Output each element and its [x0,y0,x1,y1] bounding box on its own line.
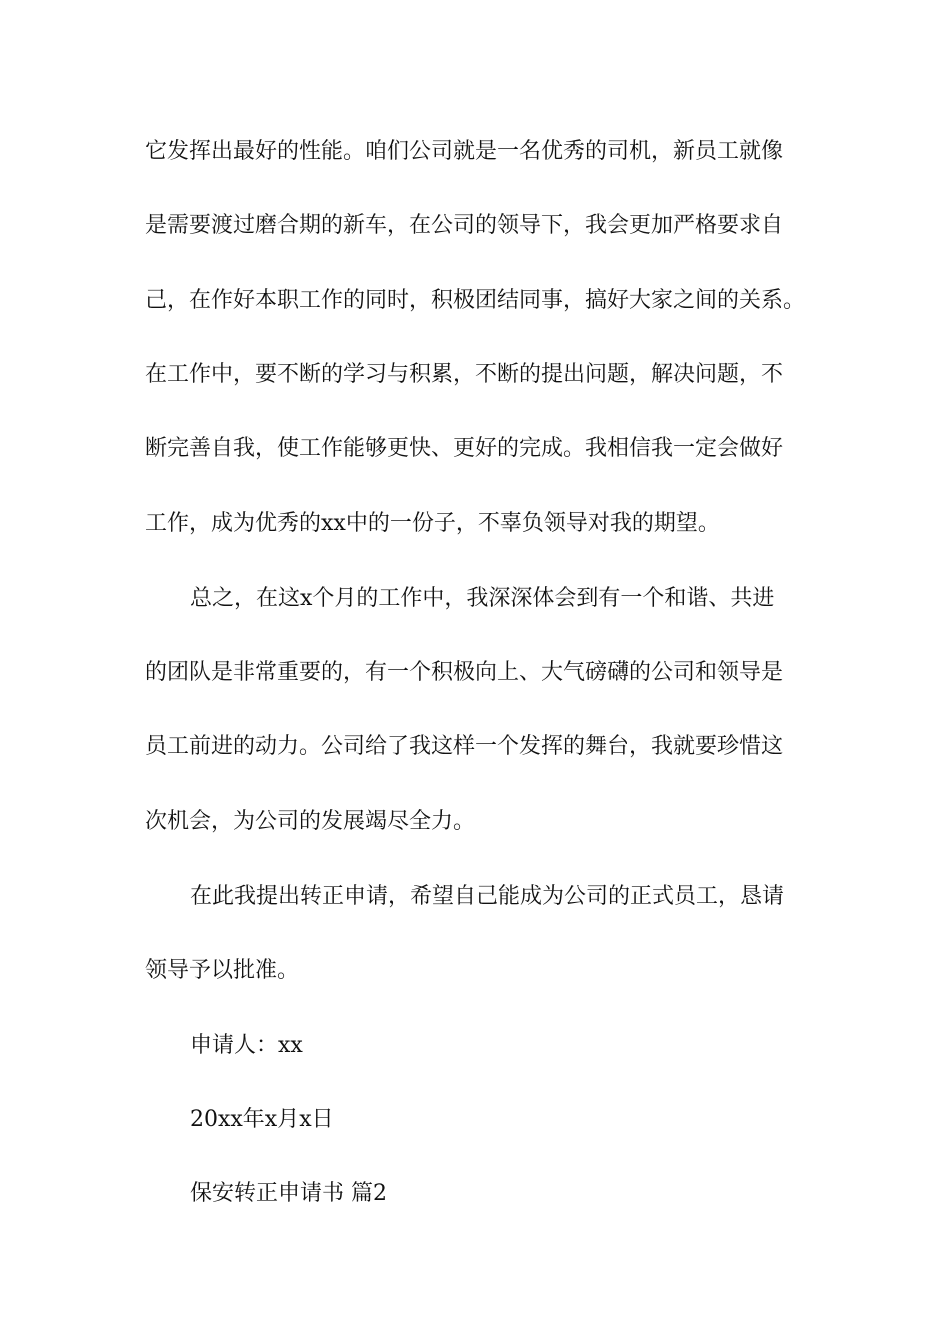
paragraph-line-6: 工作，成为优秀的xx中的一份子，不辜负领导对我的期望。 [145,511,720,536]
paragraph-line-4: 在工作中，要不断的学习与积累，不断的提出问题，解决问题，不 [145,362,784,387]
paragraph-line-10: 次机会，为公司的发展竭尽全力。 [145,809,476,834]
paragraph-line-8: 的团队是非常重要的，有一个积极向上、大气磅礴的公司和领导是 [145,660,784,685]
paragraph-line-9: 员工前进的动力。公司给了我这样一个发挥的舞台，我就要珍惜这 [145,734,784,759]
section-heading: 保安转正申请书 篇2 [190,1181,387,1206]
paragraph-line-7: 总之，在这x个月的工作中，我深深体会到有一个和谐、共进 [190,586,775,611]
paragraph-line-1: 它发挥出最好的性能。咱们公司就是一名优秀的司机，新员工就像 [145,139,784,164]
paragraph-line-2: 是需要渡过磨合期的新车，在公司的领导下，我会更加严格要求自 [145,213,784,238]
applicant-line: 申请人：xx [190,1033,303,1058]
paragraph-line-3: 己，在作好本职工作的同时，积极团结同事，搞好大家之间的关系。 [145,288,806,313]
date-line: 20xx年x月x日 [190,1107,334,1132]
paragraph-line-5: 断完善自我，使工作能够更快、更好的完成。我相信我一定会做好 [145,436,784,461]
paragraph-line-12: 领导予以批准。 [145,958,300,983]
paragraph-line-11: 在此我提出转正申请，希望自己能成为公司的正式员工，恳请 [190,884,785,909]
